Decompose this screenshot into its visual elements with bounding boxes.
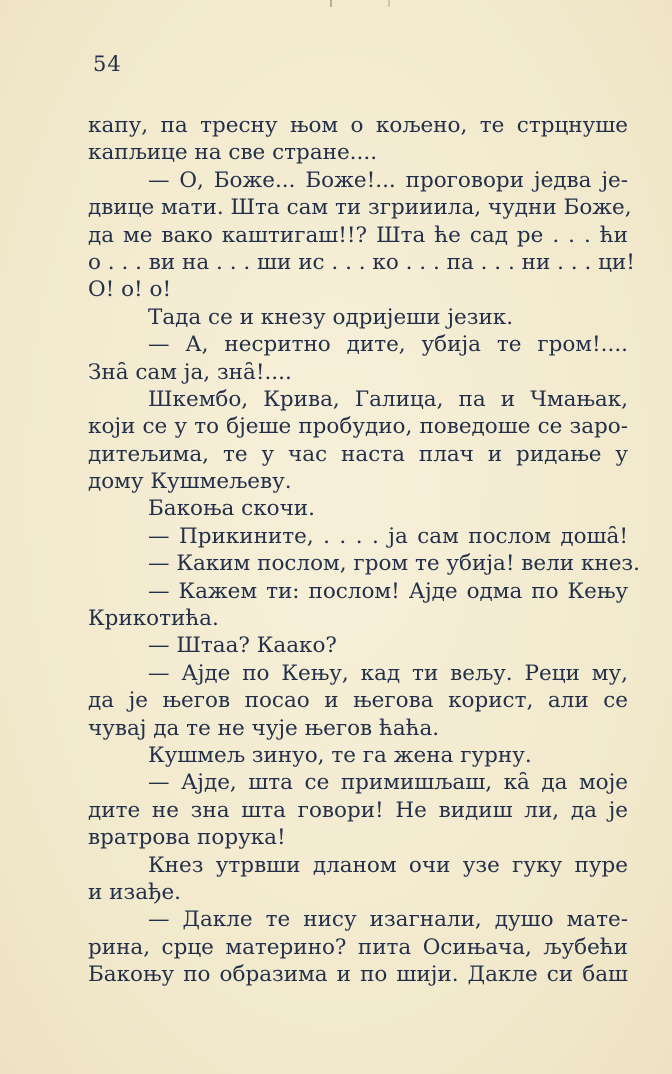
- text-line: двице мати. Шта сам ти згрииила, чудни Боже,: [88, 195, 632, 221]
- text-line: О! о! о!: [88, 277, 172, 303]
- text-line: — Ајде, шта се примишљаш, ка̑ да моје: [148, 770, 628, 796]
- text-line: Зна̑ сам ја, зна̑!....: [88, 359, 292, 385]
- text-line: Тада се и кнезу одријеши језик.: [148, 304, 514, 330]
- text-line: — Кажем ти: послом! Ајде одма по Кењу: [148, 578, 628, 604]
- text-line: — Ајде по Кењу, кад ти вељу. Реци му,: [148, 660, 628, 686]
- text-line: Шкембо, Крива, Галица, па и Чмањак,: [148, 386, 628, 412]
- text-line: о . . . ви на . . . ши ис . . . ко . . . па . . . ни . . . ци!: [88, 249, 635, 275]
- text-line: да је његов посао и његова корист, али се: [88, 688, 628, 714]
- text-line: Бакоња скочи.: [148, 496, 315, 522]
- text-line: рина, срце материно? пита Осињача, љубећи: [88, 934, 628, 960]
- text-line: — Каким послом, гром те убија! вели кнез.: [148, 551, 640, 577]
- text-line: капљице на све стране....: [88, 140, 378, 166]
- text-line: дите не зна шта говори! Не видиш ли, да је: [88, 797, 628, 823]
- print-mark: [318, 0, 398, 8]
- text-line: и изађе.: [88, 879, 182, 905]
- text-line: чувај да те не чује његов ћаћа.: [88, 715, 440, 741]
- text-line: да ме вако каштигаш!!? Шта ће сад ре . . . ћи: [88, 222, 628, 248]
- text-line: — А, несритно дите, убија те гром!....: [148, 332, 628, 358]
- text-line: — О, Боже... Боже!... проговори једва је-: [148, 167, 628, 193]
- body-text: [88, 112, 640, 989]
- text-line: капу, па тресну њом о кољено, те стрцнуше: [88, 113, 628, 138]
- text-line: дому Кушмељеву.: [88, 469, 292, 495]
- text-line: вратрова порука!: [88, 825, 286, 851]
- text-line: Крикотића.: [88, 606, 219, 632]
- page-number: 54: [93, 52, 122, 76]
- text-line: — Дакле те нису изагнали, душо мате-: [148, 907, 628, 933]
- text-line: — Прикините, . . . . ја сам послом доша̑!: [148, 523, 628, 549]
- text-line: Кнез утрвши дланом очи узе гуку пуре: [148, 852, 628, 878]
- text-line: Кушмељ зинуо, те га жена гурну.: [148, 742, 532, 768]
- text-line: дитељима, те у час наста плач и ридање у: [88, 441, 628, 467]
- text-line: Бакоњу по образима и по шији. Дакле си баш: [88, 962, 628, 988]
- text-line: — Штаа? Кaако?: [148, 633, 337, 659]
- text-line: који се у то бјеше пробудио, поведоше се зaро-: [88, 414, 628, 440]
